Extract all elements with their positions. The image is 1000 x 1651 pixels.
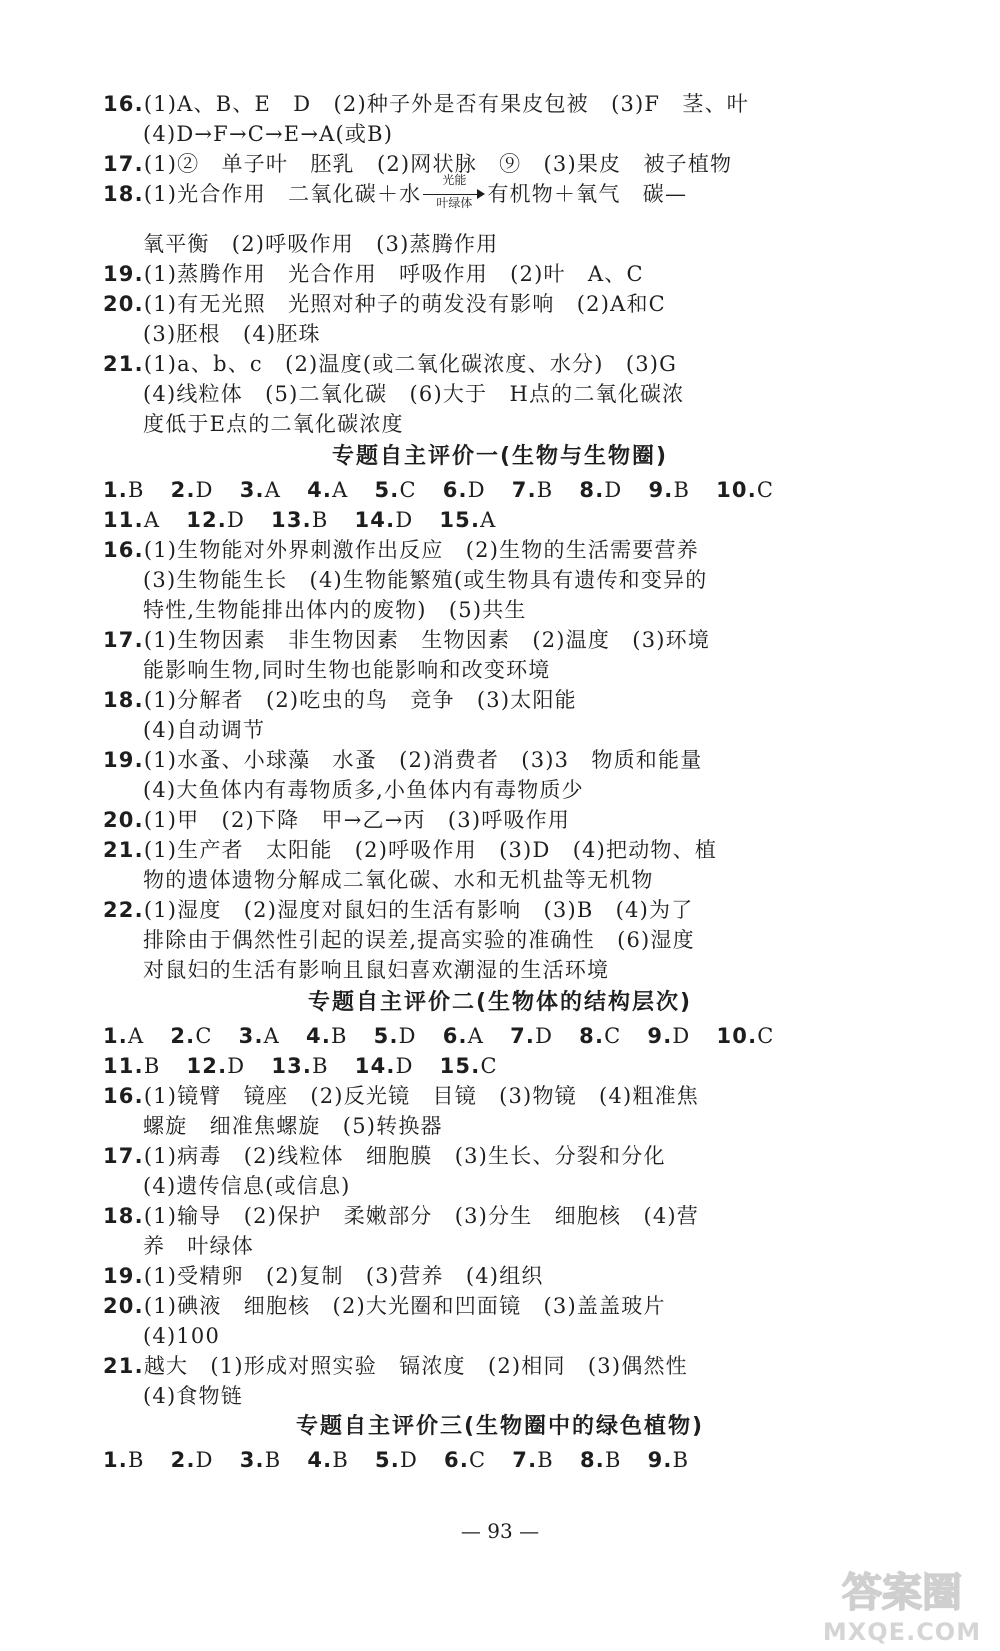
answer-text: (4)自动调节 (143, 718, 266, 742)
question-number: 19. (103, 748, 144, 772)
mc-choice: D (535, 1024, 554, 1048)
mc-answer (170, 1024, 212, 1048)
mc-question-number: 10. (716, 478, 757, 502)
mc-question-number: 1. (103, 478, 128, 502)
answer-line-continued (143, 409, 960, 439)
answer-line-18 (103, 173, 960, 210)
question-number: 17. (103, 628, 144, 652)
question-number: 21. (103, 352, 144, 376)
mc-answer-row (103, 505, 960, 535)
reaction-condition-bottom: 叶绿体 (436, 196, 473, 210)
answer-text: 越大 (1)形成对照实验 镉浓度 (2)相同 (3)偶然性 (143, 1354, 688, 1378)
mc-answer (355, 508, 414, 532)
mc-question-number: 5. (374, 1448, 400, 1472)
answer-line-continued (143, 119, 960, 149)
answer-line-continued (143, 1381, 960, 1411)
mc-answer (271, 508, 328, 532)
question-number: 20. (103, 1294, 144, 1318)
mc-choice: D (604, 478, 623, 502)
section-heading: 专题自主评价一(生物与生物圈) (331, 444, 669, 469)
mc-question-number: 5. (373, 1024, 399, 1048)
answer-line (103, 1351, 960, 1381)
mc-question-number: 3. (239, 1448, 265, 1472)
mc-choice: B (312, 1054, 329, 1078)
question-number: 20. (103, 808, 144, 832)
answer-text: (4)100 (143, 1324, 221, 1348)
question-number: 17. (103, 1144, 144, 1168)
mc-answer (240, 1448, 282, 1472)
mc-answer (443, 478, 486, 502)
answer-text: 有机物＋氧气 碳— (487, 182, 688, 206)
mc-choice: C (399, 478, 417, 502)
reaction-condition-top: 光能 (442, 173, 467, 187)
answer-text: (1)生物因素 非生物因素 生物因素 (2)温度 (3)环境 (143, 628, 711, 652)
answer-text: 物的遗体遗物分解成二氧化碳、水和无机盐等无机物 (143, 868, 654, 892)
answer-line-continued (143, 715, 960, 745)
answer-text: 特性,生物能排出体内的废物) (5)共生 (143, 598, 527, 622)
section-heading: 专题自主评价二(生物体的结构层次) (307, 990, 693, 1015)
answer-text: (1)A、B、E D (2)种子外是否有果皮包被 (3)F 茎、叶 (143, 92, 749, 116)
answer-text: (1)生物能对外界刺激作出反应 (2)生物的生活需要营养 (143, 538, 699, 562)
mc-answer (307, 1448, 349, 1472)
answer-line-continued (143, 379, 960, 409)
mc-question-number: 14. (354, 1054, 396, 1078)
mc-choice: B (128, 478, 145, 502)
answer-text: (1)输导 (2)保护 柔嫩部分 (3)分生 细胞核 (4)营 (143, 1204, 699, 1228)
answer-text: 氧平衡 (2)呼吸作用 (3)蒸腾作用 (143, 232, 499, 256)
answer-text: 排除由于偶然性引起的误差,提高实验的准确性 (6)湿度 (143, 928, 695, 952)
mc-choice: A (480, 508, 497, 532)
mc-question-number: 15. (439, 1054, 481, 1078)
answer-text: (1)病毒 (2)线粒体 细胞膜 (3)生长、分裂和分化 (143, 1144, 666, 1168)
question-number: 17. (103, 152, 144, 176)
mc-question-number: 9. (648, 478, 674, 502)
answer-line (103, 625, 960, 655)
mc-choice: D (227, 508, 246, 532)
mc-question-number: 4. (306, 1024, 332, 1048)
answer-line-continued (143, 865, 960, 895)
mc-answer (440, 1054, 498, 1078)
mc-question-number: 6. (442, 1024, 468, 1048)
mc-choice: B (264, 1448, 282, 1472)
answer-line (103, 805, 960, 835)
answer-line-continued (143, 775, 960, 805)
mc-choice: C (195, 1024, 213, 1048)
answer-line (103, 835, 960, 865)
mc-question-number: 1. (103, 1448, 128, 1472)
answer-text: 螺旋 细准焦螺旋 (5)转换器 (143, 1114, 443, 1138)
mc-choice: B (143, 1054, 161, 1078)
answer-text: (1)a、b、c (2)温度(或二氧化碳浓度、水分) (3)G (143, 352, 678, 376)
answer-text: (1)甲 (2)下降 甲→乙→丙 (3)呼吸作用 (143, 808, 571, 832)
answer-text: 养 叶绿体 (143, 1234, 254, 1258)
mc-question-number: 14. (354, 508, 396, 532)
mc-choice: B (672, 1448, 690, 1472)
mc-choice: A (467, 1024, 485, 1048)
answer-text: (4)食物链 (143, 1384, 243, 1408)
question-number: 18. (103, 1204, 144, 1228)
mc-question-number: 9. (647, 1448, 673, 1472)
answer-line (103, 89, 960, 119)
mc-question-number: 13. (271, 508, 312, 532)
mc-answer (647, 1024, 690, 1048)
answer-text: (1)镜臂 镜座 (2)反光镜 目镜 (3)物镜 (4)粗准焦 (143, 1084, 699, 1108)
mc-question-number: 1. (103, 1024, 128, 1048)
question-number: 18. (103, 182, 144, 206)
mc-choice: C (480, 1054, 498, 1078)
answer-text: (1)湿度 (2)湿度对鼠妇的生活有影响 (3)B (4)为了 (143, 898, 694, 922)
answer-line-continued (143, 955, 960, 985)
answer-line (103, 535, 960, 565)
mc-answer (103, 1024, 144, 1048)
mc-answer (103, 478, 145, 502)
mc-answer (374, 478, 416, 502)
question-number: 16. (103, 92, 144, 116)
mc-choice: D (195, 1448, 214, 1472)
question-number: 21. (103, 838, 144, 862)
answer-line-continued (143, 1321, 960, 1351)
page-number: — 93 — (460, 1519, 540, 1543)
mc-answer (103, 1448, 145, 1472)
mc-question-number: 6. (444, 1448, 470, 1472)
mc-answer (171, 478, 214, 502)
mc-answer (512, 478, 554, 502)
mc-choice: D (398, 1024, 417, 1048)
answer-text: 度低于E点的二氧化碳浓度 (143, 412, 404, 436)
answer-line (103, 1141, 960, 1171)
mc-choice: B (128, 1448, 145, 1472)
mc-choice: B (604, 1448, 622, 1472)
mc-question-number: 3. (238, 1024, 264, 1048)
watermark-logo (812, 1560, 992, 1646)
mc-answer-row (103, 1021, 960, 1051)
mc-question-number: 12. (186, 1054, 228, 1078)
mc-answer (186, 1054, 245, 1078)
mc-answer-row (103, 1051, 960, 1081)
answer-text: (1)蒸腾作用 光合作用 呼吸作用 (2)叶 A、C (143, 262, 644, 286)
answer-text: (3)胚根 (4)胚珠 (143, 322, 321, 346)
mc-choice: B (311, 508, 329, 532)
mc-choice: C (469, 1448, 487, 1472)
mc-choice: D (467, 478, 486, 502)
mc-question-number: 7. (511, 478, 537, 502)
mc-answer (716, 478, 774, 502)
section-heading: 专题自主评价三(生物圈中的绿色植物) (295, 1414, 705, 1439)
question-number: 19. (103, 1264, 144, 1288)
mc-question-number: 2. (170, 1024, 196, 1048)
mc-answer (374, 1024, 417, 1048)
mc-choice: B (673, 478, 691, 502)
mc-answer (439, 508, 496, 532)
mc-answer (716, 1024, 774, 1048)
watermark-url: MXQE.COM (822, 1618, 982, 1646)
answer-text: (1)分解者 (2)吃虫的鸟 竞争 (3)太阳能 (143, 688, 577, 712)
mc-question-number: 13. (271, 1054, 313, 1078)
question-number: 20. (103, 292, 144, 316)
mc-choice: D (195, 478, 214, 502)
mc-question-number: 11. (103, 508, 144, 532)
mc-answer (307, 478, 348, 502)
answer-line-continued (143, 229, 960, 259)
mc-answer (103, 508, 160, 532)
mc-question-number: 9. (647, 1024, 673, 1048)
answer-text: (4)线粒体 (5)二氧化碳 (6)大于 H点的二氧化碳浓 (143, 382, 685, 406)
answer-line (103, 895, 960, 925)
answer-line (103, 685, 960, 715)
mc-answer (443, 1024, 484, 1048)
question-number: 18. (103, 688, 144, 712)
mc-choice: A (263, 1024, 281, 1048)
mc-answer-row (103, 475, 960, 505)
answer-line-continued (143, 595, 960, 625)
answer-line-continued (143, 925, 960, 955)
mc-answer (375, 1448, 418, 1472)
mc-answer (186, 508, 245, 532)
mc-answer (510, 1024, 553, 1048)
answer-line (103, 259, 960, 289)
answer-text: (1)有无光照 光照对种子的萌发没有影响 (2)A和C (143, 292, 666, 316)
answer-line (103, 349, 960, 379)
mc-answer (648, 478, 690, 502)
mc-choice: A (264, 478, 282, 502)
mc-answer (444, 1448, 486, 1472)
mc-question-number: 7. (510, 1024, 536, 1048)
answer-line-continued (143, 1171, 960, 1201)
reaction-arrow (423, 173, 485, 210)
mc-answer (239, 1024, 280, 1048)
mc-question-number: 4. (307, 478, 333, 502)
answer-line-continued (143, 319, 960, 349)
question-number: 16. (103, 538, 144, 562)
mc-choice: C (756, 478, 775, 502)
answer-text: (1)② 单子叶 胚乳 (2)网状脉 ⑨ (3)果皮 被子植物 (143, 152, 733, 176)
mc-question-number: 8. (579, 1024, 605, 1048)
answer-line (103, 1081, 960, 1111)
mc-question-number: 15. (439, 508, 481, 532)
mc-answer (512, 1448, 554, 1472)
question-number: 21. (103, 1354, 144, 1378)
mc-choice: B (537, 1448, 554, 1472)
mc-question-number: 5. (374, 478, 400, 502)
answer-text: (4)大鱼体内有毒物质多,小鱼体内有毒物质少 (143, 778, 584, 802)
mc-choice: B (332, 1448, 349, 1472)
mc-question-number: 6. (442, 478, 468, 502)
mc-question-number: 11. (103, 1054, 144, 1078)
mc-answer (103, 1054, 160, 1078)
mc-choice: D (395, 508, 414, 532)
mc-question-number: 8. (579, 1448, 605, 1472)
answer-line-continued (143, 565, 960, 595)
answer-line-continued (143, 655, 960, 685)
mc-choice: D (227, 1054, 246, 1078)
answer-text: (4)遗传信息(或信息) (143, 1174, 351, 1198)
mc-choice: D (395, 1054, 414, 1078)
mc-choice: D (399, 1448, 419, 1472)
answer-text: (1)受精卵 (2)复制 (3)营养 (4)组织 (143, 1264, 544, 1288)
answer-text: (1)光合作用 二氧化碳＋水 (143, 182, 422, 206)
arrow-shaft (423, 194, 481, 195)
mc-answer (240, 478, 281, 502)
mc-choice: D (672, 1024, 691, 1048)
answer-line (103, 745, 960, 775)
question-number: 16. (103, 1084, 144, 1108)
mc-choice: A (128, 1024, 145, 1048)
mc-question-number: 12. (186, 508, 227, 532)
mc-choice: B (536, 478, 554, 502)
mc-choice: A (332, 478, 349, 502)
question-number: 22. (103, 898, 144, 922)
mc-choice: C (757, 1024, 775, 1048)
mc-answer (306, 1024, 348, 1048)
mc-question-number: 2. (170, 478, 196, 502)
question-number: 19. (103, 262, 144, 286)
answer-line (103, 149, 960, 179)
mc-answer (271, 1054, 328, 1078)
answer-text: (4)D→F→C→E→A(或B) (143, 122, 394, 146)
mc-question-number: 4. (307, 1448, 333, 1472)
mc-answer (580, 1448, 622, 1472)
mc-answer (171, 1448, 214, 1472)
mc-answer (648, 1448, 690, 1472)
mc-question-number: 7. (512, 1448, 538, 1472)
answer-line (103, 1201, 960, 1231)
answer-line-continued (143, 1231, 960, 1261)
answer-text: 对鼠妇的生活有影响且鼠妇喜欢潮湿的生活环境 (143, 958, 610, 982)
mc-choice: C (604, 1024, 622, 1048)
mc-question-number: 10. (716, 1024, 758, 1048)
answer-text: 能影响生物,同时生物也能影响和改变环境 (143, 658, 551, 682)
mc-question-number: 2. (170, 1448, 196, 1472)
mc-choice: A (143, 508, 161, 532)
answer-text: (1)碘液 细胞核 (2)大光圈和凹面镜 (3)盖盖玻片 (143, 1294, 666, 1318)
answer-line (103, 1261, 960, 1291)
mc-question-number: 8. (579, 478, 605, 502)
answer-line (103, 289, 960, 319)
mc-answer (355, 1054, 414, 1078)
watermark-title: 答案圈 (842, 1570, 962, 1616)
mc-choice: B (331, 1024, 348, 1048)
mc-answer (579, 1024, 621, 1048)
mc-question-number: 3. (239, 478, 265, 502)
answer-line (103, 1291, 960, 1321)
mc-answer-row (103, 1445, 960, 1475)
mc-answer (579, 478, 622, 502)
answer-text: (1)水蚤、小球藻 水蚤 (2)消费者 (3)3 物质和能量 (143, 748, 703, 772)
answer-text: (3)生物能生长 (4)生物能繁殖(或生物具有遗传和变异的 (143, 568, 708, 592)
answer-line-continued (143, 1111, 960, 1141)
answer-text: (1)生产者 太阳能 (2)呼吸作用 (3)D (4)把动物、植 (143, 838, 718, 862)
